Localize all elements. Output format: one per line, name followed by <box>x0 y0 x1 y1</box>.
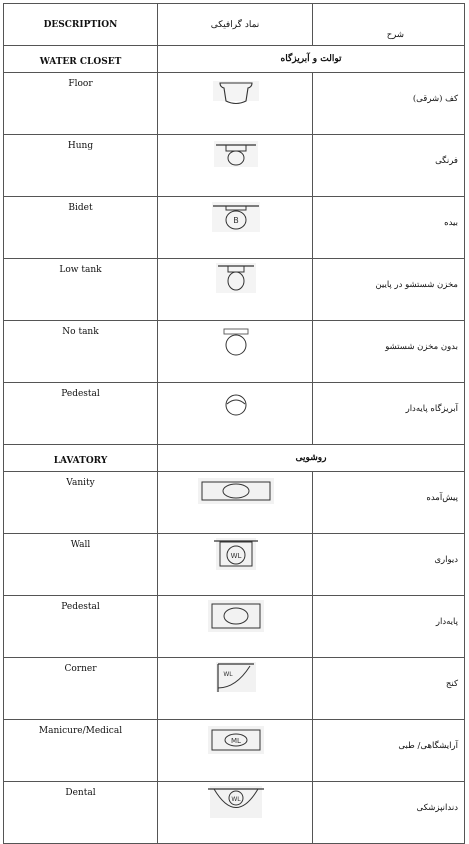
table-row <box>4 135 465 197</box>
row-explanation: آرایشگاهی/ طبی <box>313 720 465 782</box>
row-explanation: کف (شرقی) <box>313 73 465 135</box>
row-description: Vanity <box>4 472 158 534</box>
floor-toilet-icon <box>158 73 313 113</box>
wall-lavatory-icon <box>158 534 313 574</box>
header-row <box>4 4 465 46</box>
header-symbol: نماد گرافیکی <box>158 4 313 46</box>
row-description: Low tank <box>4 259 158 321</box>
section-title-fa: روشویی <box>158 445 465 472</box>
bidet-icon <box>158 197 313 237</box>
row-description: Pedestal <box>4 596 158 658</box>
row-description: Manicure/Medical <box>4 720 158 782</box>
wall-mark: WL <box>230 552 242 560</box>
row-explanation: دیواری <box>313 534 465 596</box>
row-explanation: پیش‌آمده <box>313 472 465 534</box>
pedestal-lavatory-icon <box>158 596 313 636</box>
row-explanation: مخزن شستشو در پایین <box>313 259 465 321</box>
row-description: Floor <box>4 73 158 135</box>
dental-lavatory-icon <box>158 782 313 822</box>
table-row <box>4 720 465 782</box>
table-row <box>4 658 465 720</box>
pedestal-toilet-icon <box>158 383 313 423</box>
table-row <box>4 596 465 658</box>
plumbing-symbols-table <box>3 3 464 813</box>
no-tank-toilet-icon <box>158 321 313 361</box>
row-explanation: بیده <box>313 197 465 259</box>
dental-mark: WL <box>231 796 241 803</box>
medical-lavatory-icon <box>158 720 313 760</box>
medical-mark: ML <box>231 737 241 745</box>
row-description: Dental <box>4 782 158 844</box>
table-row <box>4 534 465 596</box>
table-row <box>4 472 465 534</box>
section-row-lavatory <box>4 445 465 472</box>
row-description: No tank <box>4 321 158 383</box>
row-description: Pedestal <box>4 383 158 445</box>
row-description: Bidet <box>4 197 158 259</box>
table-row <box>4 782 465 844</box>
row-explanation: پایه‌دار <box>313 596 465 658</box>
row-explanation: بدون مخزن شستشو <box>313 321 465 383</box>
section-title-en: LAVATORY <box>4 445 158 472</box>
table-row <box>4 259 465 321</box>
bidet-mark: B <box>233 216 239 225</box>
row-explanation: کنج <box>313 658 465 720</box>
corner-mark: WL <box>223 671 233 678</box>
corner-lavatory-icon <box>158 658 313 698</box>
row-explanation: فرنگی <box>313 135 465 197</box>
row-description: Corner <box>4 658 158 720</box>
row-explanation: دندانپزشکی <box>313 782 465 844</box>
row-description: Wall <box>4 534 158 596</box>
table-row <box>4 73 465 135</box>
row-explanation: آبریزگاه پایه‌دار <box>313 383 465 445</box>
vanity-lavatory-icon <box>158 472 313 512</box>
section-row-water-closet <box>4 46 465 73</box>
table-row <box>4 321 465 383</box>
wall-hung-toilet-icon <box>158 135 313 175</box>
table-row <box>4 383 465 445</box>
table-row <box>4 197 465 259</box>
section-title-en: WATER CLOSET <box>4 46 158 73</box>
section-title-fa: توالت و آبریزگاه <box>158 46 465 73</box>
low-tank-toilet-icon <box>158 259 313 299</box>
row-description: Hung <box>4 135 158 197</box>
header-description: DESCRIPTION <box>4 4 158 46</box>
header-explanation: شرح <box>313 4 465 46</box>
